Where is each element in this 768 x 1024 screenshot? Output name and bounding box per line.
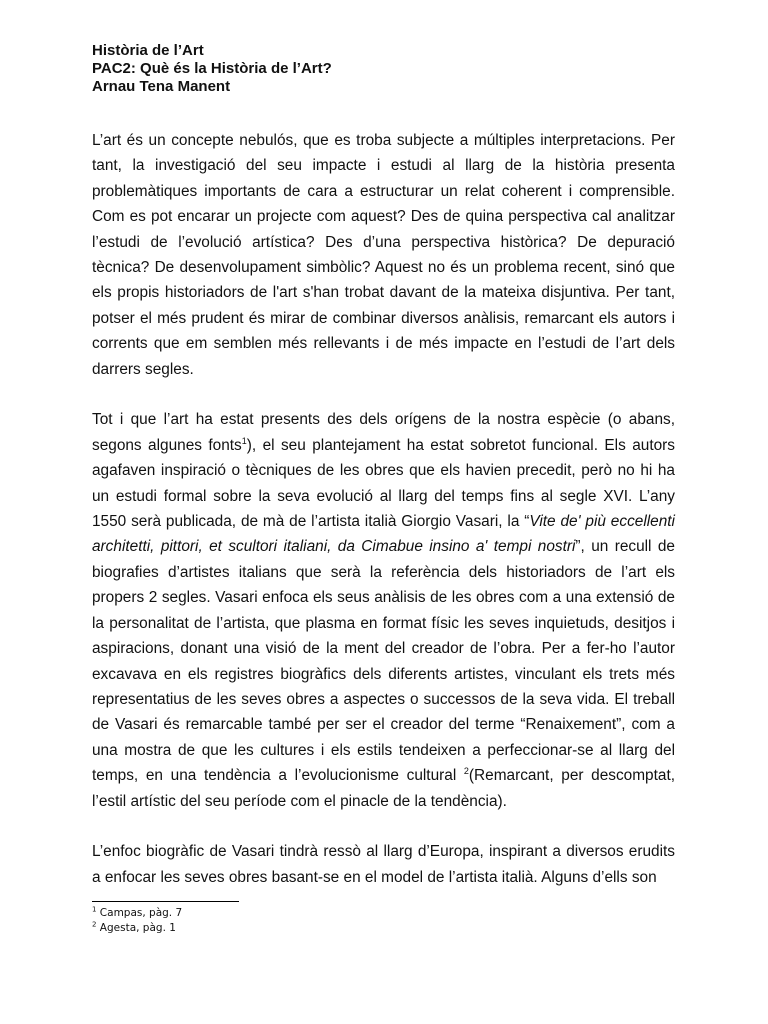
footnote-text: Campas, pàg. 7: [96, 907, 183, 919]
footnote-text: Agesta, pàg. 1: [96, 922, 176, 934]
paragraph-2-part-d: (Remarcant, per descomptat, l’estil artístic del seu període com el pinacle de la tendència).: [92, 767, 675, 810]
paragraph-2-part-c: ”, un recull de biografies d’artistes italians que serà la referència dels historiadors de l’art els propers 2 segles. Vasari enfoca els seus anàlisis de les obres com a una extensió de la personalitat de l’artista, que plasma en format físic les seves inquietuds, desitjos i aspiracions, donant una visió de la ment del creador de l’obra. Per a fer-ho l’autor excavava en els registres biogràfics dels diferents artistes, vinculant els trets més representatius de les seves obres a aspectes o successos de la seva vida. El treball de Vasari és remarcable també per ser el creador del terme “Renaixement”, com a una mostra de que les cultures i els estils tendeixen a perfeccionar-se al llarg del temps, en una tendència a l’evolucionisme cultural: [92, 538, 675, 785]
footnote-2: [92, 921, 492, 936]
footnote-number: 2: [92, 920, 97, 929]
footnote-ref-1: 1: [241, 435, 247, 446]
footnote-number: 1: [92, 905, 97, 914]
author-name: Arnau Tena Manent: [92, 78, 231, 95]
assignment-title: PAC2: Què és la Història de l’Art?: [92, 60, 332, 77]
book-title: Vite de' più eccellenti architetti, pittori, et scultori italiani, da Cimabue insino a' tempi nostri: [92, 513, 675, 556]
document-header: [92, 42, 682, 96]
footnote-separator: [92, 901, 239, 902]
paragraph-3: L’enfoc biogràfic de Vasari tindrà ressò al llarg d’Europa, inspirant a diversos erudits a enfocar les seves obres basant-se en el model de l’artista italià. Alguns d’ells son: [92, 843, 675, 886]
footnote-1: [92, 906, 492, 921]
footnotes: [92, 906, 492, 936]
footnote-ref-2: 2: [463, 766, 469, 777]
course-title: Història de l’Art: [92, 42, 204, 59]
paragraph-1: L’art és un concepte nebulós, que es troba subjecte a múltiples interpretacions. Per tant, la investigació del seu impacte i estudi al llarg de la història presenta problemàtiques importants de cara a estructurar un relat coherent i comprensible. Com es pot encarar un projecte com aquest? Des de quina perspectiva cal analitzar l’estudi de l’evolució artística? Des d’una perspectiva històrica? De depuració tècnica? De desenvolupament simbòlic? Aquest no és un problema recent, sinó que els propis historiadors de l'art s'han trobat davant de la mateixa disjuntiva. Per tant, potser el més prudent és mirar de combinar diversos anàlisis, remarcant els autors i corrents que em semblen més rellevants i de més impacte en l’estudi de l’art dels darrers segles.: [92, 132, 675, 378]
paragraph-2: [92, 407, 675, 814]
paragraph-2-part-b: ), el seu plantejament ha estat sobretot funcional. Els autors agafaven inspiració o tècniques de les obres que els havien precedit, però no hi ha un estudi formal sobre la seva evolució al llarg del temps fins al segle XVI. L’any 1550 serà publicada, de mà de l’artista italià Giorgio Vasari, la “: [92, 436, 675, 531]
document-body: [92, 128, 675, 890]
paragraph-2-part-a: Tot i que l’art ha estat presents des dels orígens de la nostra espècie (o abans, segons algunes fonts: [92, 411, 675, 454]
